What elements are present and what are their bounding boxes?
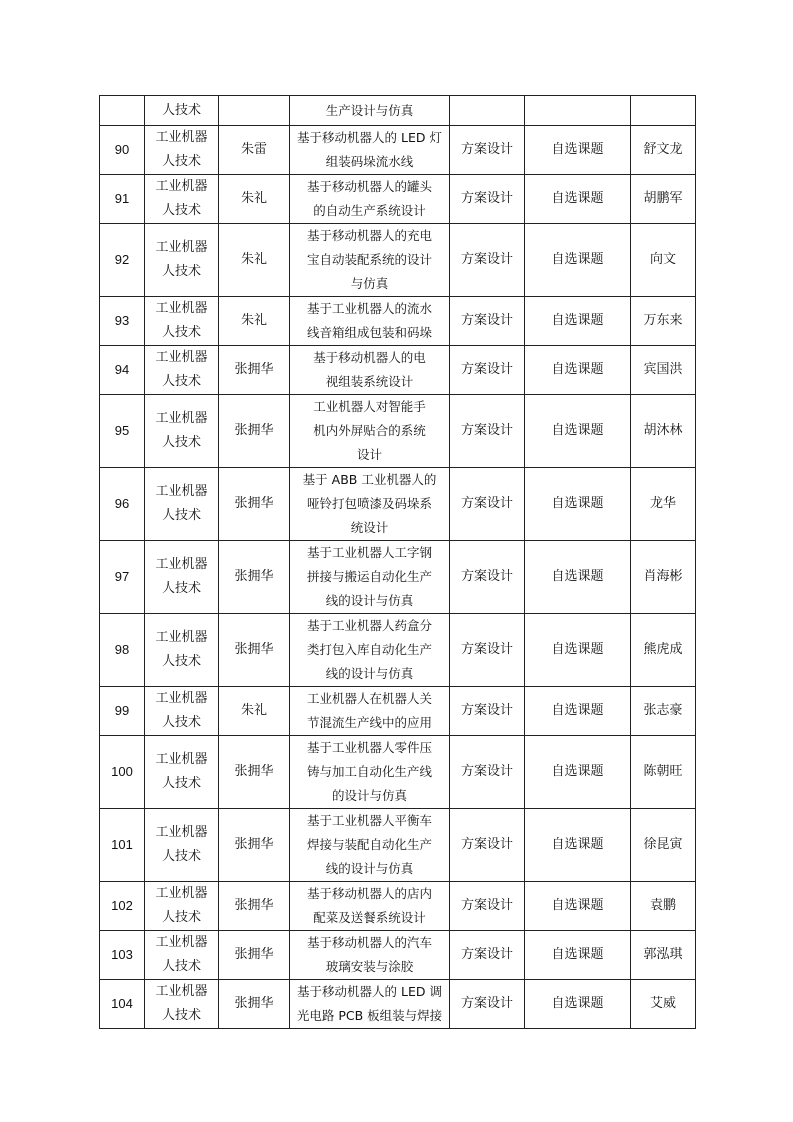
cell-major-line: 工业机器	[155, 935, 208, 950]
cell-advisor	[219, 96, 290, 126]
cell-major	[145, 931, 219, 980]
cell-title-line: 工业机器人对智能手	[313, 399, 426, 414]
cell-number: 90	[100, 126, 145, 175]
cell-title-line: 的自动生产系统设计	[313, 203, 426, 218]
cell-major	[145, 614, 219, 687]
cell-major	[145, 395, 219, 468]
cell-title-line: 基于移动机器人的 LED 调	[297, 984, 442, 999]
cell-major	[145, 468, 219, 541]
cell-advisor: 朱礼	[219, 687, 290, 736]
cell-title-line: 基于工业机器人的流水	[306, 301, 432, 316]
cell-major	[145, 96, 219, 126]
cell-type: 方案设计	[450, 224, 525, 297]
cell-type: 方案设计	[450, 175, 525, 224]
table-row	[100, 614, 696, 687]
cell-number: 104	[100, 980, 145, 1029]
cell-title	[290, 96, 450, 126]
cell-major-line: 人技术	[161, 102, 201, 118]
cell-type: 方案设计	[450, 297, 525, 346]
cell-number	[100, 96, 145, 126]
cell-type: 方案设计	[450, 736, 525, 809]
table-row	[100, 468, 696, 541]
table-row	[100, 346, 696, 395]
cell-advisor: 朱礼	[219, 224, 290, 297]
cell-advisor: 张拥华	[219, 736, 290, 809]
cell-advisor: 张拥华	[219, 468, 290, 541]
cell-number: 100	[100, 736, 145, 809]
cell-title-line: 宝自动装配系统的设计	[306, 252, 432, 267]
cell-advisor: 朱雷	[219, 126, 290, 175]
cell-type: 方案设计	[450, 809, 525, 882]
cell-title	[290, 126, 450, 175]
cell-title-line: 玻璃安装与涂胶	[325, 959, 414, 974]
table-row	[100, 541, 696, 614]
cell-advisor: 张拥华	[219, 541, 290, 614]
table-row	[100, 882, 696, 931]
cell-title	[290, 297, 450, 346]
cell-title-line: 基于移动机器人的店内	[306, 886, 432, 901]
cell-major	[145, 175, 219, 224]
cell-student: 徐昆寅	[631, 809, 696, 882]
cell-major-line: 人技术	[161, 374, 201, 389]
table-body	[100, 96, 696, 1029]
cell-student: 宾国洪	[631, 346, 696, 395]
table-row	[100, 809, 696, 882]
cell-source: 自选课题	[525, 126, 631, 175]
table-row	[100, 687, 696, 736]
cell-title	[290, 395, 450, 468]
cell-source: 自选课题	[525, 224, 631, 297]
cell-title-line: 统设计	[350, 520, 389, 535]
cell-title	[290, 809, 450, 882]
cell-major-line: 人技术	[161, 959, 201, 974]
cell-title-line: 设计	[356, 447, 382, 462]
cell-number: 102	[100, 882, 145, 931]
cell-student: 舒文龙	[631, 126, 696, 175]
cell-title	[290, 980, 450, 1029]
cell-major-line: 工业机器	[155, 350, 208, 365]
cell-title-line: 基于移动机器人的汽车	[306, 935, 432, 950]
cell-advisor: 张拥华	[219, 882, 290, 931]
cell-title-line: 基于移动机器人的电	[313, 350, 426, 365]
cell-type: 方案设计	[450, 468, 525, 541]
cell-major-line: 工业机器	[155, 752, 208, 767]
cell-source: 自选课题	[525, 468, 631, 541]
cell-title-line: 生产设计与仿真	[325, 102, 414, 118]
table-row	[100, 980, 696, 1029]
cell-major-line: 工业机器	[155, 301, 208, 316]
cell-major-line: 工业机器	[155, 484, 208, 499]
cell-number: 103	[100, 931, 145, 980]
cell-advisor: 张拥华	[219, 346, 290, 395]
cell-title-line: 的设计与仿真	[331, 788, 407, 803]
cell-title-line: 线的设计与仿真	[325, 666, 414, 681]
cell-major-line: 工业机器	[155, 130, 208, 145]
cell-title-line: 基于移动机器人的充电	[306, 228, 432, 243]
cell-type: 方案设计	[450, 614, 525, 687]
cell-title-line: 拼接与搬运自动化生产	[306, 569, 432, 584]
cell-title-line: 基于工业机器人平衡车	[306, 813, 432, 828]
cell-title-line: 哑铃打包喷漆及码垛系	[306, 496, 432, 511]
cell-number: 101	[100, 809, 145, 882]
cell-number: 99	[100, 687, 145, 736]
table-row	[100, 736, 696, 809]
cell-source: 自选课题	[525, 736, 631, 809]
cell-major	[145, 736, 219, 809]
cell-title-line: 基于移动机器人的罐头	[306, 179, 432, 194]
cell-major-line: 人技术	[161, 776, 201, 791]
cell-title	[290, 687, 450, 736]
cell-source: 自选课题	[525, 346, 631, 395]
cell-major-line: 工业机器	[155, 240, 208, 255]
cell-major-line: 人技术	[161, 508, 201, 523]
cell-number: 94	[100, 346, 145, 395]
cell-major	[145, 346, 219, 395]
cell-title	[290, 882, 450, 931]
cell-major-line: 人技术	[161, 435, 201, 450]
cell-title-line: 基于工业机器人药盒分	[306, 618, 432, 633]
cell-title-line: 基于 ABB 工业机器人的	[302, 472, 437, 487]
cell-title-line: 铸与加工自动化生产线	[306, 764, 432, 779]
cell-title-line: 基于移动机器人的 LED 灯	[297, 130, 442, 145]
cell-type: 方案设计	[450, 687, 525, 736]
cell-type: 方案设计	[450, 980, 525, 1029]
cell-major-line: 工业机器	[155, 557, 208, 572]
cell-title	[290, 541, 450, 614]
cell-title-line: 视组装系统设计	[325, 374, 414, 389]
cell-number: 93	[100, 297, 145, 346]
cell-title-line: 机内外屏贴合的系统	[313, 423, 426, 438]
cell-title-line: 基于工业机器人零件压	[306, 740, 432, 755]
cell-major-line: 工业机器	[155, 886, 208, 901]
cell-advisor: 张拥华	[219, 980, 290, 1029]
cell-student: 胡鹏军	[631, 175, 696, 224]
cell-source	[525, 96, 631, 126]
cell-source: 自选课题	[525, 297, 631, 346]
cell-title-line: 组装码垛流水线	[325, 154, 414, 169]
cell-major-line: 人技术	[161, 581, 201, 596]
cell-major-line: 人技术	[161, 1008, 201, 1023]
cell-title-line: 配菜及送餐系统设计	[313, 910, 426, 925]
cell-title	[290, 736, 450, 809]
cell-type	[450, 96, 525, 126]
cell-major-line: 人技术	[161, 154, 201, 169]
table-row	[100, 175, 696, 224]
cell-major-line: 人技术	[161, 203, 201, 218]
cell-type: 方案设计	[450, 395, 525, 468]
cell-source: 自选课题	[525, 541, 631, 614]
cell-major-line: 工业机器	[155, 691, 208, 706]
cell-advisor: 张拥华	[219, 931, 290, 980]
cell-source: 自选课题	[525, 882, 631, 931]
cell-source: 自选课题	[525, 980, 631, 1029]
cell-number: 92	[100, 224, 145, 297]
cell-major	[145, 809, 219, 882]
cell-student: 龙华	[631, 468, 696, 541]
cell-number: 97	[100, 541, 145, 614]
cell-title-line: 节混流生产线中的应用	[306, 715, 432, 730]
cell-advisor: 张拥华	[219, 395, 290, 468]
cell-major	[145, 297, 219, 346]
cell-advisor: 张拥华	[219, 809, 290, 882]
cell-major-line: 工业机器	[155, 179, 208, 194]
cell-major	[145, 224, 219, 297]
cell-number: 91	[100, 175, 145, 224]
cell-major-line: 人技术	[161, 654, 201, 669]
cell-advisor: 张拥华	[219, 614, 290, 687]
table-row	[100, 126, 696, 175]
cell-student: 陈朝旺	[631, 736, 696, 809]
cell-number: 95	[100, 395, 145, 468]
cell-source: 自选课题	[525, 687, 631, 736]
cell-major-line: 人技术	[161, 715, 201, 730]
cell-type: 方案设计	[450, 541, 525, 614]
table-row	[100, 395, 696, 468]
cell-title-line: 基于工业机器人工字钢	[306, 545, 432, 560]
cell-title	[290, 468, 450, 541]
cell-major-line: 工业机器	[155, 630, 208, 645]
cell-advisor: 朱礼	[219, 175, 290, 224]
project-table	[99, 95, 696, 1029]
cell-type: 方案设计	[450, 126, 525, 175]
cell-title	[290, 931, 450, 980]
cell-major-line: 工业机器	[155, 825, 208, 840]
cell-title	[290, 224, 450, 297]
cell-student: 郭泓琪	[631, 931, 696, 980]
cell-major	[145, 687, 219, 736]
cell-number: 98	[100, 614, 145, 687]
cell-title	[290, 175, 450, 224]
cell-major	[145, 882, 219, 931]
table-row	[100, 931, 696, 980]
cell-student: 张志豪	[631, 687, 696, 736]
table-row	[100, 224, 696, 297]
cell-student: 肖海彬	[631, 541, 696, 614]
cell-student: 万东来	[631, 297, 696, 346]
cell-major	[145, 541, 219, 614]
cell-title-line: 与仿真	[350, 276, 389, 291]
cell-title-line: 线音箱组成包装和码垛	[306, 325, 432, 340]
table-row	[100, 297, 696, 346]
cell-source: 自选课题	[525, 395, 631, 468]
cell-major-line: 工业机器	[155, 984, 208, 999]
cell-title-line: 光电路 PCB 板组装与焊接	[296, 1008, 443, 1023]
cell-student: 熊虎成	[631, 614, 696, 687]
cell-major	[145, 126, 219, 175]
cell-advisor: 朱礼	[219, 297, 290, 346]
cell-student: 向文	[631, 224, 696, 297]
cell-student	[631, 96, 696, 126]
cell-source: 自选课题	[525, 614, 631, 687]
cell-title	[290, 346, 450, 395]
cell-title-line: 工业机器人在机器人关	[306, 691, 432, 706]
cell-title-line: 线的设计与仿真	[325, 593, 414, 608]
cell-number: 96	[100, 468, 145, 541]
cell-major-line: 人技术	[161, 910, 201, 925]
cell-major	[145, 980, 219, 1029]
cell-major-line: 工业机器	[155, 411, 208, 426]
cell-title-line: 线的设计与仿真	[325, 861, 414, 876]
table-row	[100, 96, 696, 126]
cell-source: 自选课题	[525, 931, 631, 980]
cell-title-line: 焊接与装配自动化生产	[306, 837, 432, 852]
cell-student: 艾威	[631, 980, 696, 1029]
cell-type: 方案设计	[450, 882, 525, 931]
cell-source: 自选课题	[525, 809, 631, 882]
cell-type: 方案设计	[450, 931, 525, 980]
cell-student: 袁鹏	[631, 882, 696, 931]
cell-title	[290, 614, 450, 687]
cell-major-line: 人技术	[161, 325, 201, 340]
cell-student: 胡沐林	[631, 395, 696, 468]
cell-source: 自选课题	[525, 175, 631, 224]
cell-major-line: 人技术	[161, 264, 201, 279]
cell-type: 方案设计	[450, 346, 525, 395]
cell-title-line: 类打包入库自动化生产	[306, 642, 432, 657]
cell-major-line: 人技术	[161, 849, 201, 864]
